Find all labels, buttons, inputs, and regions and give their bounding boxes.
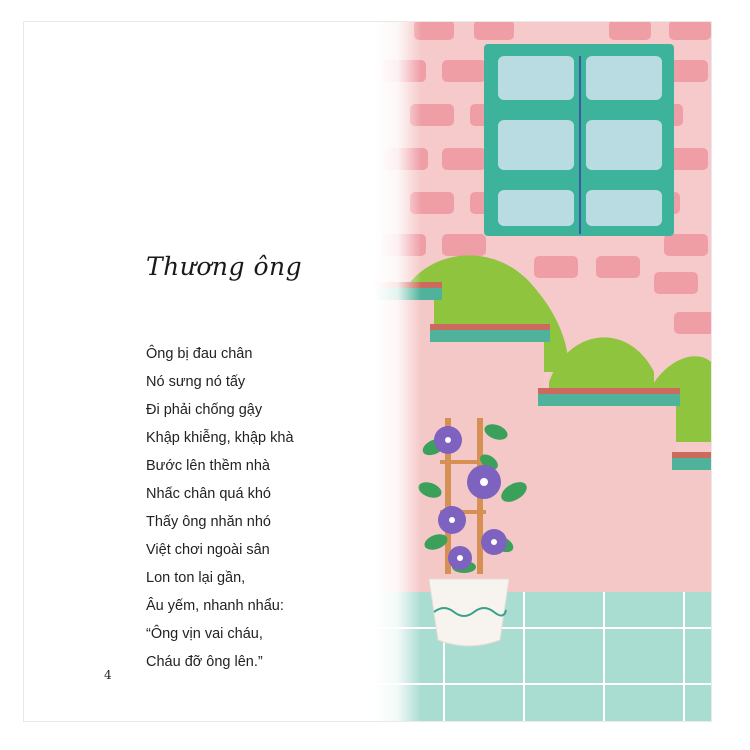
poem-line: Ông bị đau chân <box>146 346 253 362</box>
poem-line: “Ông vịn vai cháu, <box>146 626 263 642</box>
poem-line: Âu yếm, nhanh nhẩu: <box>146 598 284 614</box>
poem-text <box>146 340 294 676</box>
poem-line: Đi phải chống gậy <box>146 402 263 418</box>
poem-line: Khập khiễng, khập khà <box>146 430 294 446</box>
poem-line: Việt chơi ngoài sân <box>146 542 270 558</box>
poem-line: Nhấc chân quá khó <box>146 486 271 502</box>
poem-title: Thương ông <box>146 252 303 281</box>
poem-line: Nó sưng nó tấy <box>146 374 246 390</box>
poem-line: Thấy ông nhăn nhó <box>146 514 271 530</box>
poem-line: Bước lên thềm nhà <box>146 458 271 474</box>
poem-line: Lon ton lại gần, <box>146 570 246 586</box>
illustration <box>374 22 711 721</box>
poem-line: Cháu đỡ ông lên.” <box>146 654 263 670</box>
book-page <box>24 22 711 721</box>
page-number: 4 <box>104 668 112 682</box>
